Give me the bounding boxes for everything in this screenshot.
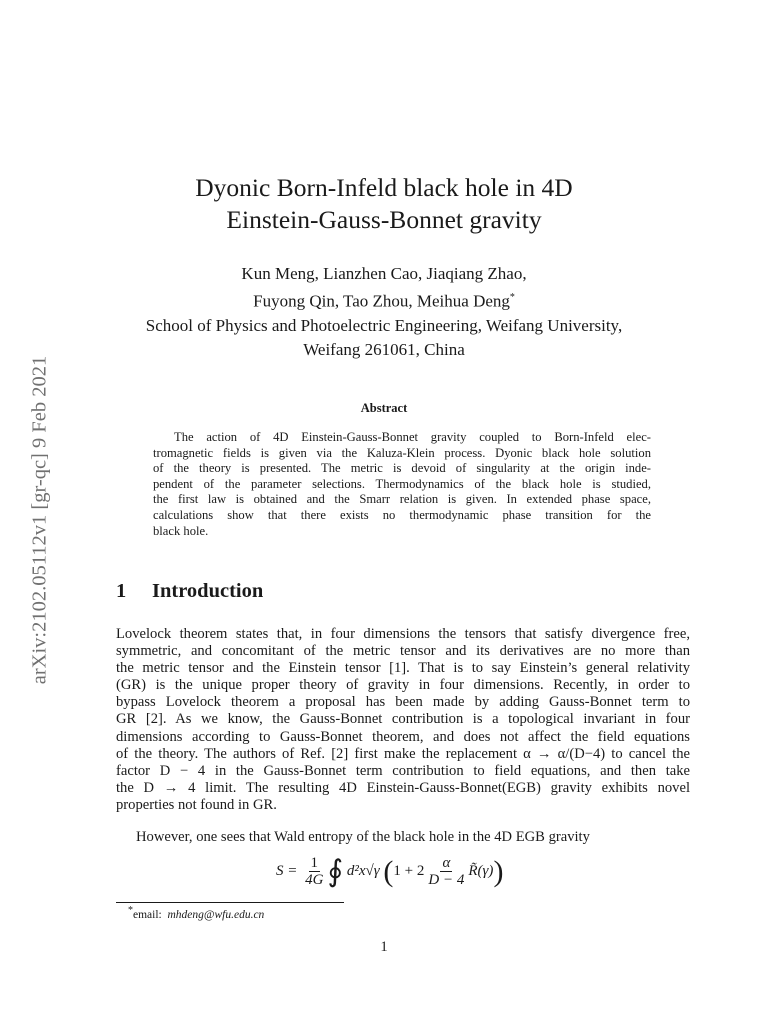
paren-open: ( <box>383 854 394 888</box>
abstract-line: the first law is obtained and the Smarr relation is given. In extended phase space, <box>153 492 651 507</box>
intro-line: GR [2]. As we know, the Gauss-Bonnet contribution is a topological invariant in four <box>116 711 690 728</box>
abstract-line: The action of 4D Einstein-Gauss-Bonnet gravity coupled to Born-Infeld elec- <box>174 430 651 444</box>
entropy-equation <box>276 855 503 888</box>
equation-lhs: S = <box>276 863 298 879</box>
paren-close: ) <box>493 854 504 888</box>
title-line-2: Einstein-Gauss-Bonnet gravity <box>226 205 542 234</box>
section-title: Introduction <box>152 580 264 602</box>
arxiv-stamp: arXiv:2102.05112v1 [gr-qc] 9 Feb 2021 <box>28 355 51 685</box>
intro-line: (GR) is the unique proper theory of gravity in four dimensions. Recently, in order to <box>116 677 690 694</box>
abstract-line: of the theory is presented. The metric is devoid of singularity at the origin inde- <box>153 461 651 476</box>
intro-line: the D → 4 limit. The resulting 4D Einstein-Gauss-Bonnet(EGB) gravity exhibits novel <box>116 779 690 796</box>
affiliation-line-1: School of Physics and Photoelectric Engineering, Weifang University, <box>145 315 623 335</box>
authors-block <box>0 262 768 362</box>
intro-line: symmetric, and concomitant of the metric tensor and its derivatives are no more than <box>116 643 690 660</box>
intro-line: Lovelock theorem states that, in four dimensions the tensors that satisfy divergence free, <box>116 626 690 642</box>
authors-line-2: Fuyong Qin, Tao Zhou, Meihua Deng* <box>253 291 515 311</box>
title-line-1: Dyonic Born-Infeld black hole in 4D <box>195 173 573 202</box>
one-plus-two: 1 + 2 <box>393 863 425 879</box>
footnote-label: email: <box>133 908 162 921</box>
footnote-rule <box>116 902 344 903</box>
footnote-email[interactable]: mhdeng@wfu.edu.cn <box>167 908 265 921</box>
abstract-heading: Abstract <box>360 401 408 415</box>
fraction-alpha-over-d-minus-4: $\frac{\alpha}{D - 4}$ <box>428 855 465 888</box>
contour-integral-symbol: ∮ <box>327 854 344 888</box>
paragraph-2: However, one sees that Wald entropy of the black hole in the 4D EGB gravity <box>136 829 590 845</box>
intro-line: properties not found in GR. <box>116 796 277 813</box>
abstract-line: black hole. <box>153 523 209 538</box>
abstract-line: pendent of the parameter selections. Thermodynamics of the black hole is studied, <box>153 476 651 491</box>
page-number: 1 <box>380 939 388 955</box>
section-number: 1 <box>116 580 127 602</box>
abstract-line: calculations show that there exists no thermodynamic phase transition for the <box>153 507 651 522</box>
intro-line: factor D − 4 in the Gauss-Bonnet term contribution to field equations, and then take <box>116 762 690 779</box>
affiliation-line-2: Weifang 261061, China <box>303 339 465 359</box>
abstract-line: tromagnetic fields is given via the Kaluza-Klein process. Dyonic black hole solution <box>153 445 651 460</box>
abstract-body <box>153 430 651 539</box>
section-heading <box>116 580 263 603</box>
paper-title <box>0 172 768 236</box>
footnote-mark: * <box>128 905 133 916</box>
corresponding-author-mark: * <box>509 292 515 303</box>
intro-line: bypass Lovelock theorem a proposal has been made by adding Gauss-Bonnet term to <box>116 694 690 711</box>
authors-line-1: Kun Meng, Lianzhen Cao, Jiaqiang Zhao, <box>241 264 527 283</box>
intro-paragraph <box>116 626 690 814</box>
intro-line: the metric tensor and the Einstein tensor [1]. That is to say Einstein’s general relativity <box>116 660 690 677</box>
integrand: d²x√γ <box>346 863 380 879</box>
intro-line: dimensions according to Gauss-Bonnet theorem, and does not affect the field equations <box>116 728 690 745</box>
footnote <box>128 905 264 921</box>
ricci-scalar: R̃(γ) <box>468 863 494 879</box>
fraction-1-over-4g: $\frac{1}{4G}$ <box>305 855 324 888</box>
intro-line: of the theory. The authors of Ref. [2] first make the replacement α → α/(D−4) to cancel the <box>116 745 690 762</box>
